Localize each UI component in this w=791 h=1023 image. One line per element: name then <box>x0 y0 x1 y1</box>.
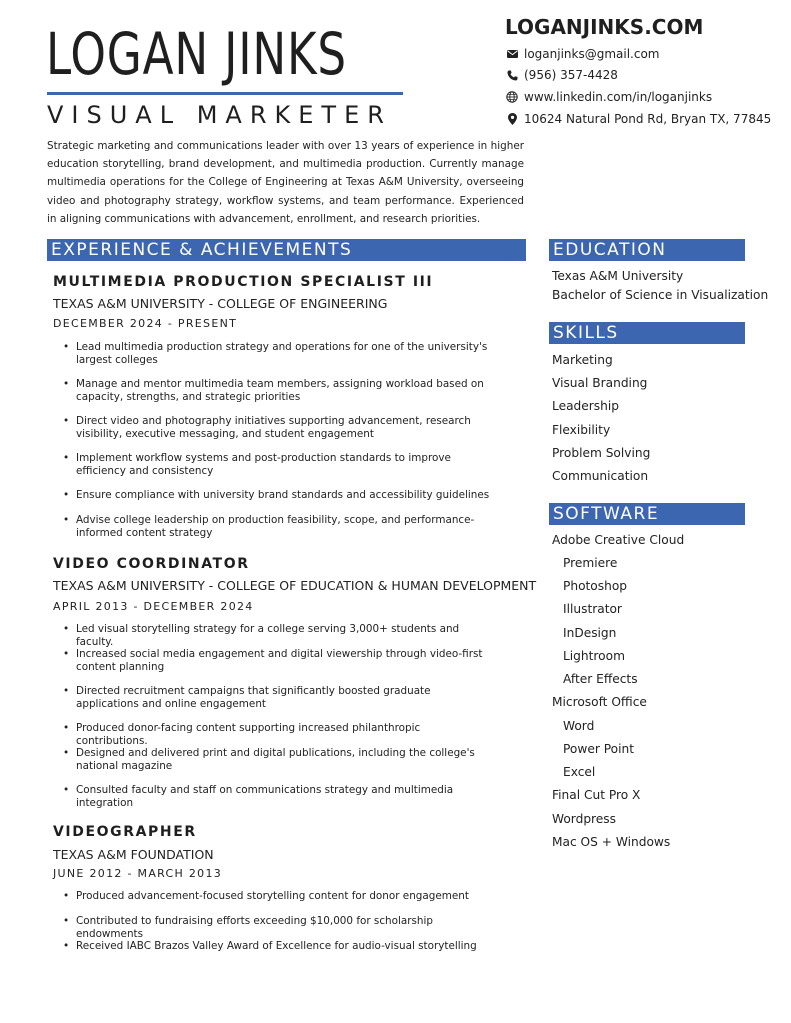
contact-email-text: loganjinks@gmail.com <box>524 47 660 61</box>
software-item: Illustrator <box>563 602 622 616</box>
job-bullet: • Designed and delivered print and digital publications, including the college's national magazine <box>63 747 475 772</box>
skills-heading: SKILLS <box>549 322 745 344</box>
skill-item: Flexibility <box>552 423 611 437</box>
job-dates: DECEMBER 2024 - PRESENT <box>53 317 238 330</box>
job-dates: APRIL 2013 - DECEMBER 2024 <box>53 600 254 613</box>
job-bullet: • Received IABC Brazos Valley Award of Excellence for audio-visual storytelling <box>63 940 477 952</box>
software-group: Wordpress <box>552 812 617 826</box>
job-bullet: • Advise college leadership on production feasibility, scope, and performance-informed content strategy <box>63 514 475 539</box>
job-bullet: • Produced donor-facing content supporting increased philanthropic contributions. <box>63 722 421 747</box>
job-organization: TEXAS A&M FOUNDATION <box>53 847 214 862</box>
contact-address-text: 10624 Natural Pond Rd, Bryan TX, 77845 <box>524 112 772 126</box>
software-group: Microsoft Office <box>552 695 647 709</box>
contact-email[interactable] <box>506 46 660 62</box>
skill-item: Visual Branding <box>552 376 648 390</box>
software-group: Mac OS + Windows <box>552 835 671 849</box>
candidate-role: VISUAL MARKETER <box>47 101 392 129</box>
location-pin-icon <box>506 113 518 125</box>
phone-icon <box>506 69 518 81</box>
name-underline <box>47 92 403 95</box>
software-item: InDesign <box>563 626 617 640</box>
job-bullet: • Consulted faculty and staff on communications strategy and multimedia integration <box>63 784 454 809</box>
software-item: Excel <box>563 765 596 779</box>
job-organization: TEXAS A&M UNIVERSITY - COLLEGE OF ENGINEERING <box>53 296 388 311</box>
professional-summary: Strategic marketing and communications leader with over 13 years of experience in higher education storytelling, brand development, and multimedia production. Currently manage multimedia operations for the College of Engineering at Texas A&M University, overseeing video and photography strategy, workflow systems, and team performance. Experienced in aligning communications with advancement, enrollment, and research priorities. <box>47 140 524 225</box>
contact-phone[interactable] <box>506 67 618 83</box>
software-item: Power Point <box>563 742 634 756</box>
software-item: Photoshop <box>563 579 628 593</box>
skill-item: Communication <box>552 469 649 483</box>
job-title: VIDEO COORDINATOR <box>53 556 250 572</box>
education-heading: EDUCATION <box>549 239 745 261</box>
software-item: Premiere <box>563 556 618 570</box>
job-title: MULTIMEDIA PRODUCTION SPECIALIST III <box>53 274 434 290</box>
job-bullet: • Increased social media engagement and digital viewership through video-first content planning <box>63 648 483 673</box>
contact-address <box>506 111 771 127</box>
job-bullet: • Directed recruitment campaigns that significantly boosted graduate applications and online engagement <box>63 685 431 710</box>
software-heading: SOFTWARE <box>549 503 745 525</box>
job-bullet: • Produced advancement-focused storytelling content for donor engagement <box>63 890 469 902</box>
job-organization: TEXAS A&M UNIVERSITY - COLLEGE OF EDUCATION & HUMAN DEVELOPMENT <box>53 578 537 593</box>
education-degree: Bachelor of Science in Visualization <box>552 288 769 302</box>
globe-icon <box>506 91 518 103</box>
envelope-icon <box>506 48 518 60</box>
job-bullet: • Direct video and photography initiatives supporting advancement, research visibility, executive messaging, and student engagement <box>63 415 471 440</box>
job-bullet: • Implement workflow systems and post-production standards to improve efficiency and consistency <box>63 452 451 477</box>
job-bullet: • Lead multimedia production strategy and operations for one of the university's largest colleges <box>63 341 488 366</box>
skill-item: Leadership <box>552 399 619 413</box>
job-bullet: • Contributed to fundraising efforts exceeding $10,000 for scholarship endowments <box>63 915 433 940</box>
job-bullet: • Led visual storytelling strategy for a college serving 3,000+ students and faculty. <box>63 623 460 648</box>
job-dates: JUNE 2012 - MARCH 2013 <box>53 867 223 880</box>
software-item: After Effects <box>563 672 638 686</box>
software-group: Adobe Creative Cloud <box>552 533 685 547</box>
contact-linkedin[interactable] <box>506 89 712 105</box>
software-item: Lightroom <box>563 649 625 663</box>
contact-linkedin-text: www.linkedin.com/in/loganjinks <box>524 90 713 104</box>
job-bullet: • Ensure compliance with university brand standards and accessibility guidelines <box>63 489 490 501</box>
skill-item: Marketing <box>552 353 613 367</box>
job-bullet: • Manage and mentor multimedia team members, assigning workload based on capacity, strengths, and strategic priorities <box>63 378 484 403</box>
job-title: VIDEOGRAPHER <box>53 824 197 840</box>
software-group: Final Cut Pro X <box>552 788 641 802</box>
candidate-name: LOGAN JINKS <box>46 20 347 88</box>
skill-item: Problem Solving <box>552 446 651 460</box>
software-item: Word <box>563 719 595 733</box>
website-heading[interactable]: LOGANJINKS.COM <box>505 15 704 39</box>
experience-heading: EXPERIENCE & ACHIEVEMENTS <box>47 239 526 261</box>
education-school: Texas A&M University <box>552 269 684 283</box>
contact-phone-text: (956) 357-4428 <box>524 68 618 82</box>
